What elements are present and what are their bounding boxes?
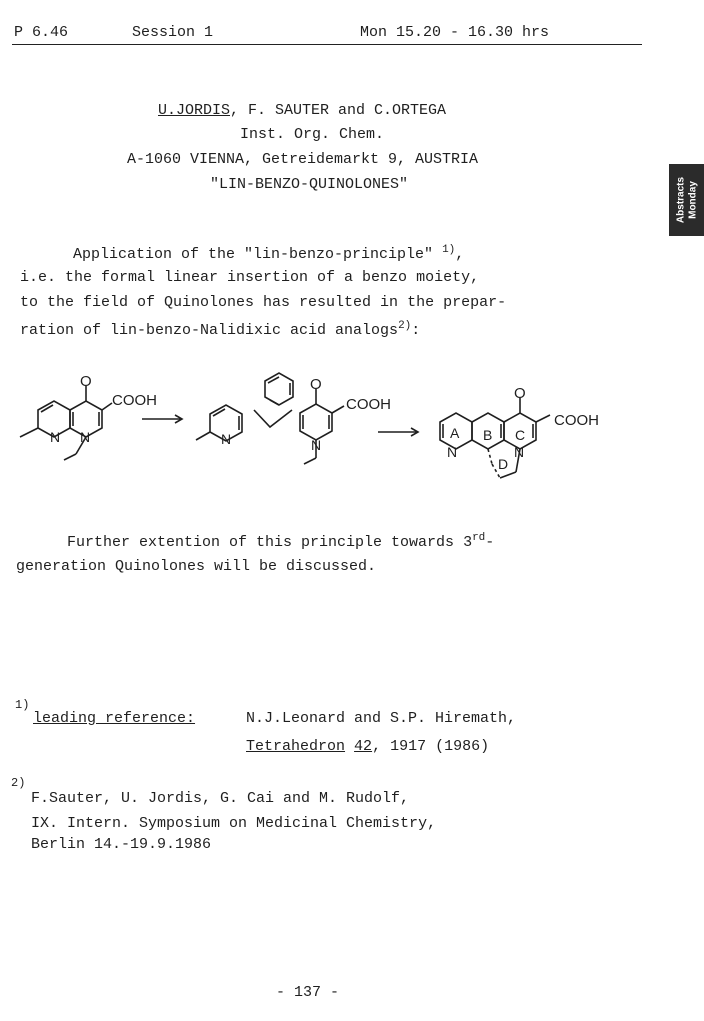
punct: -	[485, 534, 495, 551]
reaction-arrow	[378, 428, 418, 436]
address: A-1060 VIENNA, Getreidemarkt 9, AUSTRIA	[127, 151, 479, 168]
ref1-citation	[246, 738, 489, 755]
body-text: Application of the "lin-benzo-principle"	[73, 246, 434, 263]
reaction-scheme	[0, 360, 704, 510]
punct: :	[411, 322, 421, 339]
presenting-author: U.JORDIS	[158, 102, 231, 119]
tab-label-abstracts: Abstracts	[675, 176, 686, 224]
body-text: ration of lin-benzo-Nalidixic acid analogs	[20, 322, 399, 339]
body-line-4	[20, 320, 420, 339]
ref-marker: 1)	[442, 244, 456, 256]
punct: ,	[455, 246, 465, 263]
cooh-group: COOH	[346, 396, 391, 413]
paper-title: "LIN-BENZO-QUINOLONES"	[210, 176, 409, 193]
atom-n: N	[50, 429, 61, 445]
page-number: - 137 -	[276, 984, 340, 1001]
abstract-code: P 6.46	[14, 24, 69, 41]
ring-label-a: A	[450, 425, 460, 441]
ring-label-d: D	[498, 456, 509, 472]
ref1-label: leading reference:	[33, 710, 196, 727]
ordinal-suffix: rd	[472, 532, 486, 544]
body-text: Further extention of this principle towards 3	[67, 534, 473, 551]
ref2-line-3: Berlin 14.-19.9.1986	[31, 836, 212, 853]
reaction-arrow	[142, 415, 182, 423]
header-rule	[12, 44, 642, 45]
atom-o: O	[514, 385, 526, 402]
atom-n: N	[80, 429, 91, 445]
ref1-journal: Tetrahedron	[246, 738, 346, 755]
ring-label-b: B	[483, 427, 493, 443]
atom-o: O	[80, 373, 92, 390]
atom-n: N	[221, 431, 232, 447]
session-label: Session 1	[132, 24, 214, 41]
atom-n: N	[514, 444, 525, 460]
ref1-authors: N.J.Leonard and S.P. Hiremath,	[246, 710, 517, 727]
atom-n: N	[447, 444, 458, 460]
co-authors: , F. SAUTER and C.ORTEGA	[230, 102, 447, 119]
section-tab	[669, 164, 704, 236]
nalidixic-acid-structure	[20, 386, 112, 460]
atom-o: O	[310, 376, 322, 393]
body-line-2: i.e. the formal linear insertion of a benzo moiety,	[20, 269, 480, 286]
ref2-marker: 2)	[11, 776, 26, 790]
body-line-3: to the field of Quinolones has resulted in the prepar-	[20, 294, 507, 311]
ref1-pages-year: , 1917 (1986)	[372, 738, 490, 755]
cooh-group: COOH	[112, 392, 157, 409]
body-line-1	[73, 244, 464, 263]
authors-line	[158, 102, 446, 119]
atom-n: N	[311, 437, 322, 453]
ring-label-c: C	[515, 427, 526, 443]
lin-benzo-insertion-structure	[196, 373, 344, 464]
ref1-volume: 42	[354, 738, 373, 755]
ref2-line-1: F.Sauter, U. Jordis, G. Cai and M. Rudolf,	[31, 790, 410, 807]
ref1-marker: 1)	[15, 698, 30, 712]
session-time: Mon 15.20 - 16.30 hrs	[360, 24, 550, 41]
body-line-6: generation Quinolones will be discussed.	[16, 558, 377, 575]
ref-marker: 2)	[398, 320, 412, 332]
body-line-5	[67, 532, 494, 551]
cooh-group: COOH	[554, 412, 599, 429]
ref2-line-2: IX. Intern. Symposium on Medicinal Chemistry,	[31, 815, 437, 832]
institute: Inst. Org. Chem.	[240, 126, 385, 143]
tab-label-monday: Monday	[687, 181, 698, 219]
